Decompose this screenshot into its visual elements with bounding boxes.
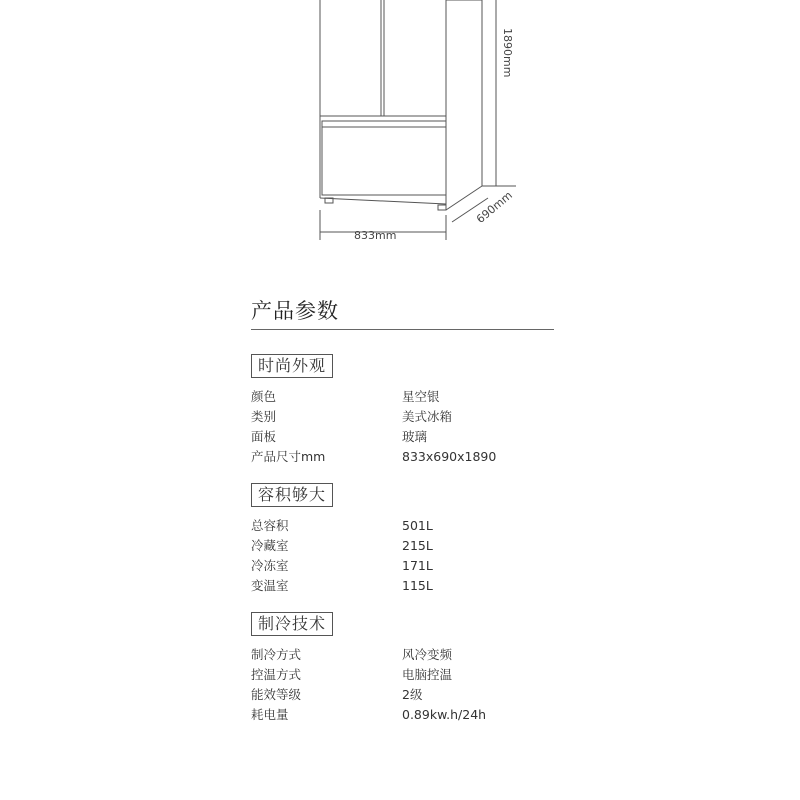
specs-title: 产品参数 (251, 299, 339, 323)
spec-key: 能效等级 (251, 687, 302, 702)
depth-dimension-label: 690mm (474, 188, 515, 226)
spec-key: 制冷方式 (251, 647, 302, 662)
spec-key: 变温室 (251, 578, 289, 593)
spec-key: 总容积 (251, 518, 289, 533)
spec-row (251, 387, 554, 407)
title-divider (251, 329, 554, 330)
spec-key: 产品尺寸mm (251, 449, 326, 464)
spec-row (251, 447, 554, 467)
spec-key: 面板 (251, 429, 277, 444)
fridge-outline-icon (0, 0, 800, 260)
spec-value: 美式冰箱 (402, 409, 453, 424)
section-title: 时尚外观 (251, 354, 333, 378)
spec-key: 类别 (251, 409, 277, 424)
spec-key: 颜色 (251, 389, 277, 404)
section-title: 容积够大 (251, 483, 333, 507)
spec-value: 电脑控温 (402, 667, 453, 682)
spec-value: 玻璃 (402, 429, 428, 444)
spec-row (251, 685, 554, 705)
spec-value: 星空银 (402, 389, 440, 404)
spec-key: 控温方式 (251, 667, 302, 682)
spec-row (251, 645, 554, 665)
section-appearance (251, 354, 554, 467)
spec-value: 2级 (402, 687, 423, 702)
section-cooling (251, 612, 554, 725)
section-title: 制冷技术 (251, 612, 333, 636)
spec-key: 耗电量 (251, 707, 289, 722)
spec-key: 冷冻室 (251, 558, 289, 573)
spec-value: 115L (402, 578, 433, 593)
spec-rows (251, 516, 554, 596)
product-specs (251, 296, 554, 725)
spec-rows (251, 645, 554, 725)
width-dimension-label: 833mm (354, 229, 397, 242)
spec-row (251, 705, 554, 725)
spec-row (251, 556, 554, 576)
spec-row (251, 665, 554, 685)
spec-value: 833x690x1890 (402, 449, 497, 464)
spec-row (251, 536, 554, 556)
section-capacity (251, 483, 554, 596)
spec-rows (251, 387, 554, 467)
height-dimension-label: 1890mm (501, 28, 514, 78)
spec-value: 0.89kw.h/24h (402, 707, 487, 722)
spec-value: 215L (402, 538, 433, 553)
spec-value: 风冷变频 (402, 647, 453, 662)
fridge-dimension-drawing (0, 0, 800, 260)
spec-key: 冷藏室 (251, 538, 289, 553)
spec-row (251, 576, 554, 596)
spec-row (251, 427, 554, 447)
spec-row (251, 407, 554, 427)
spec-row (251, 516, 554, 536)
spec-value: 501L (402, 518, 433, 533)
spec-value: 171L (402, 558, 433, 573)
